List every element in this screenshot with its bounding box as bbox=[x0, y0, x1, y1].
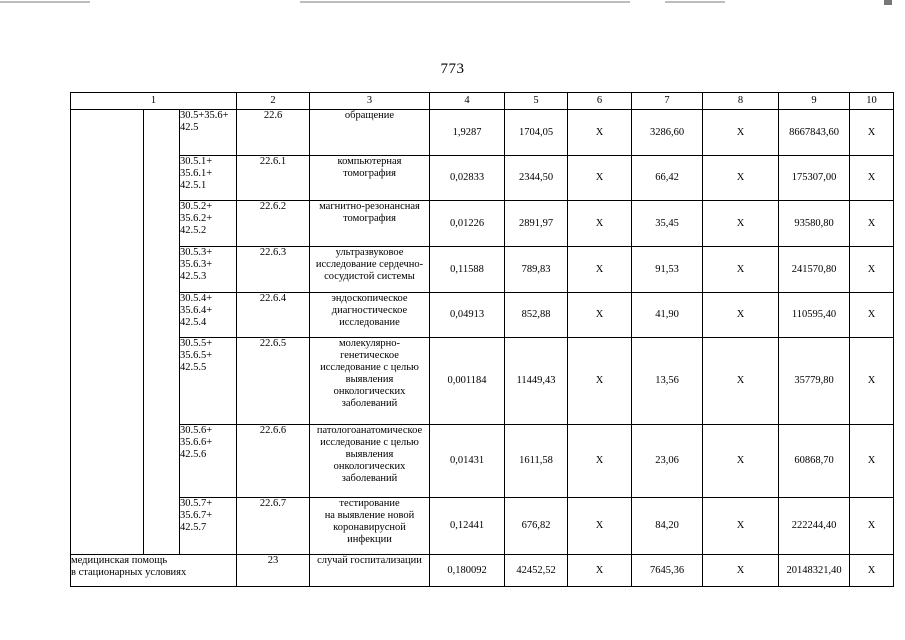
row-unit-cell: компьютерная томография bbox=[310, 156, 430, 201]
row-23-name-cell: медицинская помощь в стационарных условиях bbox=[71, 555, 237, 587]
page-number: 773 bbox=[440, 61, 465, 77]
column-header-9: 9 bbox=[779, 93, 850, 110]
table-header-row bbox=[71, 93, 894, 110]
row-value-cell: 222244,40 bbox=[779, 498, 850, 555]
row-value-cell: 66,42 bbox=[632, 156, 703, 201]
row-number-cell: 22.6 bbox=[237, 110, 310, 156]
row-value-cell: 91,53 bbox=[632, 247, 703, 293]
row-value-cell: 84,20 bbox=[632, 498, 703, 555]
row-value-cell: Х bbox=[703, 498, 779, 555]
row-number-cell: 22.6.7 bbox=[237, 498, 310, 555]
table-row bbox=[71, 498, 894, 555]
row-value-cell: Х bbox=[568, 498, 632, 555]
row-value-cell: 35779,80 bbox=[779, 338, 850, 425]
row-unit-cell: магнитно-резонансная томография bbox=[310, 201, 430, 247]
row-unit-cell: молекулярно- генетическое исследование с целью выявления онкологических заболеваний bbox=[310, 338, 430, 425]
row-value-cell: 2344,50 bbox=[505, 156, 568, 201]
row-23-value-cell: 42452,52 bbox=[505, 555, 568, 587]
row-value-cell: Х bbox=[703, 201, 779, 247]
row-value-cell: 0,02833 bbox=[430, 156, 505, 201]
row-value-cell: Х bbox=[568, 293, 632, 338]
row-value-cell: 241570,80 bbox=[779, 247, 850, 293]
row-number-cell: 22.6.5 bbox=[237, 338, 310, 425]
row-value-cell: 60868,70 bbox=[779, 425, 850, 498]
row-value-cell: 0,12441 bbox=[430, 498, 505, 555]
row-value-cell: 1,9287 bbox=[430, 110, 505, 156]
row-value-cell: 3286,60 bbox=[632, 110, 703, 156]
row-value-cell: 0,01226 bbox=[430, 201, 505, 247]
row-unit-cell: эндоскопическое диагностическое исследование bbox=[310, 293, 430, 338]
row-23-unit-cell: случай госпитализации bbox=[310, 555, 430, 587]
row-value-cell: Х bbox=[850, 293, 894, 338]
row-value-cell: Х bbox=[568, 247, 632, 293]
group-blank-cell-a bbox=[71, 110, 144, 555]
scan-edge-line-center bbox=[300, 1, 630, 3]
column-header-6: 6 bbox=[568, 93, 632, 110]
table-row bbox=[71, 247, 894, 293]
table-body bbox=[71, 93, 894, 587]
table-row bbox=[71, 425, 894, 498]
scan-edge-line-right bbox=[665, 1, 725, 3]
row-23-value-cell: 20148321,40 bbox=[779, 555, 850, 587]
row-value-cell: Х bbox=[703, 156, 779, 201]
column-header-8: 8 bbox=[703, 93, 779, 110]
row-value-cell: 175307,00 bbox=[779, 156, 850, 201]
row-value-cell: 676,82 bbox=[505, 498, 568, 555]
row-value-cell: Х bbox=[850, 498, 894, 555]
row-value-cell: 41,90 bbox=[632, 293, 703, 338]
row-unit-cell: патологоанатомическое исследование с целью выявления онкологических заболеваний bbox=[310, 425, 430, 498]
row-23-value-cell: Х bbox=[703, 555, 779, 587]
table-row bbox=[71, 293, 894, 338]
table-row-23 bbox=[71, 555, 894, 587]
row-number-cell: 22.6.4 bbox=[237, 293, 310, 338]
column-header-4: 4 bbox=[430, 93, 505, 110]
row-value-cell: Х bbox=[703, 293, 779, 338]
row-codes-cell: 30.5.6+ 35.6.6+ 42.5.6 bbox=[180, 425, 237, 498]
row-23-number-cell: 23 bbox=[237, 555, 310, 587]
row-number-cell: 22.6.2 bbox=[237, 201, 310, 247]
row-value-cell: Х bbox=[568, 110, 632, 156]
column-header-10: 10 bbox=[850, 93, 894, 110]
column-header-2: 2 bbox=[237, 93, 310, 110]
table-row bbox=[71, 156, 894, 201]
row-value-cell: Х bbox=[850, 338, 894, 425]
table-row bbox=[71, 338, 894, 425]
row-number-cell: 22.6.3 bbox=[237, 247, 310, 293]
row-value-cell: Х bbox=[703, 110, 779, 156]
row-unit-cell: ультразвуковое исследование сердечно- сосудистой системы bbox=[310, 247, 430, 293]
row-23-value-cell: Х bbox=[850, 555, 894, 587]
column-header-5: 5 bbox=[505, 93, 568, 110]
row-value-cell: Х bbox=[568, 338, 632, 425]
column-header-3: 3 bbox=[310, 93, 430, 110]
row-value-cell: 8667843,60 bbox=[779, 110, 850, 156]
row-value-cell: 35,45 bbox=[632, 201, 703, 247]
row-value-cell: 23,06 bbox=[632, 425, 703, 498]
row-value-cell: 2891,97 bbox=[505, 201, 568, 247]
row-number-cell: 22.6.6 bbox=[237, 425, 310, 498]
row-value-cell: 852,88 bbox=[505, 293, 568, 338]
row-value-cell: 789,83 bbox=[505, 247, 568, 293]
row-codes-cell: 30.5.1+ 35.6.1+ 42.5.1 bbox=[180, 156, 237, 201]
row-value-cell: Х bbox=[850, 247, 894, 293]
row-codes-cell: 30.5.7+ 35.6.7+ 42.5.7 bbox=[180, 498, 237, 555]
row-23-value-cell: 7645,36 bbox=[632, 555, 703, 587]
column-header-7: 7 bbox=[632, 93, 703, 110]
tariff-table bbox=[70, 92, 894, 587]
row-unit-cell: обращение bbox=[310, 110, 430, 156]
table-row bbox=[71, 110, 894, 156]
column-header-1: 1 bbox=[71, 93, 237, 110]
row-value-cell: 11449,43 bbox=[505, 338, 568, 425]
row-codes-cell: 30.5.3+ 35.6.3+ 42.5.3 bbox=[180, 247, 237, 293]
table-row bbox=[71, 201, 894, 247]
row-value-cell: Х bbox=[850, 425, 894, 498]
row-codes-cell: 30.5.5+ 35.6.5+ 42.5.5 bbox=[180, 338, 237, 425]
row-value-cell: Х bbox=[568, 201, 632, 247]
row-codes-cell: 30.5.2+ 35.6.2+ 42.5.2 bbox=[180, 201, 237, 247]
row-value-cell: Х bbox=[850, 201, 894, 247]
row-value-cell: 1704,05 bbox=[505, 110, 568, 156]
row-unit-cell: тестирование на выявление новой коронавирусной инфекции bbox=[310, 498, 430, 555]
row-codes-cell: 30.5.4+ 35.6.4+ 42.5.4 bbox=[180, 293, 237, 338]
row-value-cell: 0,11588 bbox=[430, 247, 505, 293]
row-value-cell: 0,001184 bbox=[430, 338, 505, 425]
row-23-value-cell: 0,180092 bbox=[430, 555, 505, 587]
row-value-cell: Х bbox=[703, 247, 779, 293]
row-value-cell: Х bbox=[850, 156, 894, 201]
row-value-cell: Х bbox=[850, 110, 894, 156]
group-blank-cell-b bbox=[144, 110, 180, 555]
row-number-cell: 22.6.1 bbox=[237, 156, 310, 201]
row-value-cell: 1611,58 bbox=[505, 425, 568, 498]
row-value-cell: 93580,80 bbox=[779, 201, 850, 247]
row-value-cell: Х bbox=[703, 338, 779, 425]
row-value-cell: Х bbox=[568, 156, 632, 201]
row-value-cell: 0,04913 bbox=[430, 293, 505, 338]
row-value-cell: Х bbox=[568, 425, 632, 498]
row-value-cell: Х bbox=[703, 425, 779, 498]
scan-artifact-mark bbox=[884, 0, 892, 5]
row-value-cell: 0,01431 bbox=[430, 425, 505, 498]
row-value-cell: 13,56 bbox=[632, 338, 703, 425]
row-value-cell: 110595,40 bbox=[779, 293, 850, 338]
row-codes-cell: 30.5+35.6+ 42.5 bbox=[180, 110, 237, 156]
scan-edge-line-left bbox=[0, 1, 90, 3]
row-23-value-cell: Х bbox=[568, 555, 632, 587]
